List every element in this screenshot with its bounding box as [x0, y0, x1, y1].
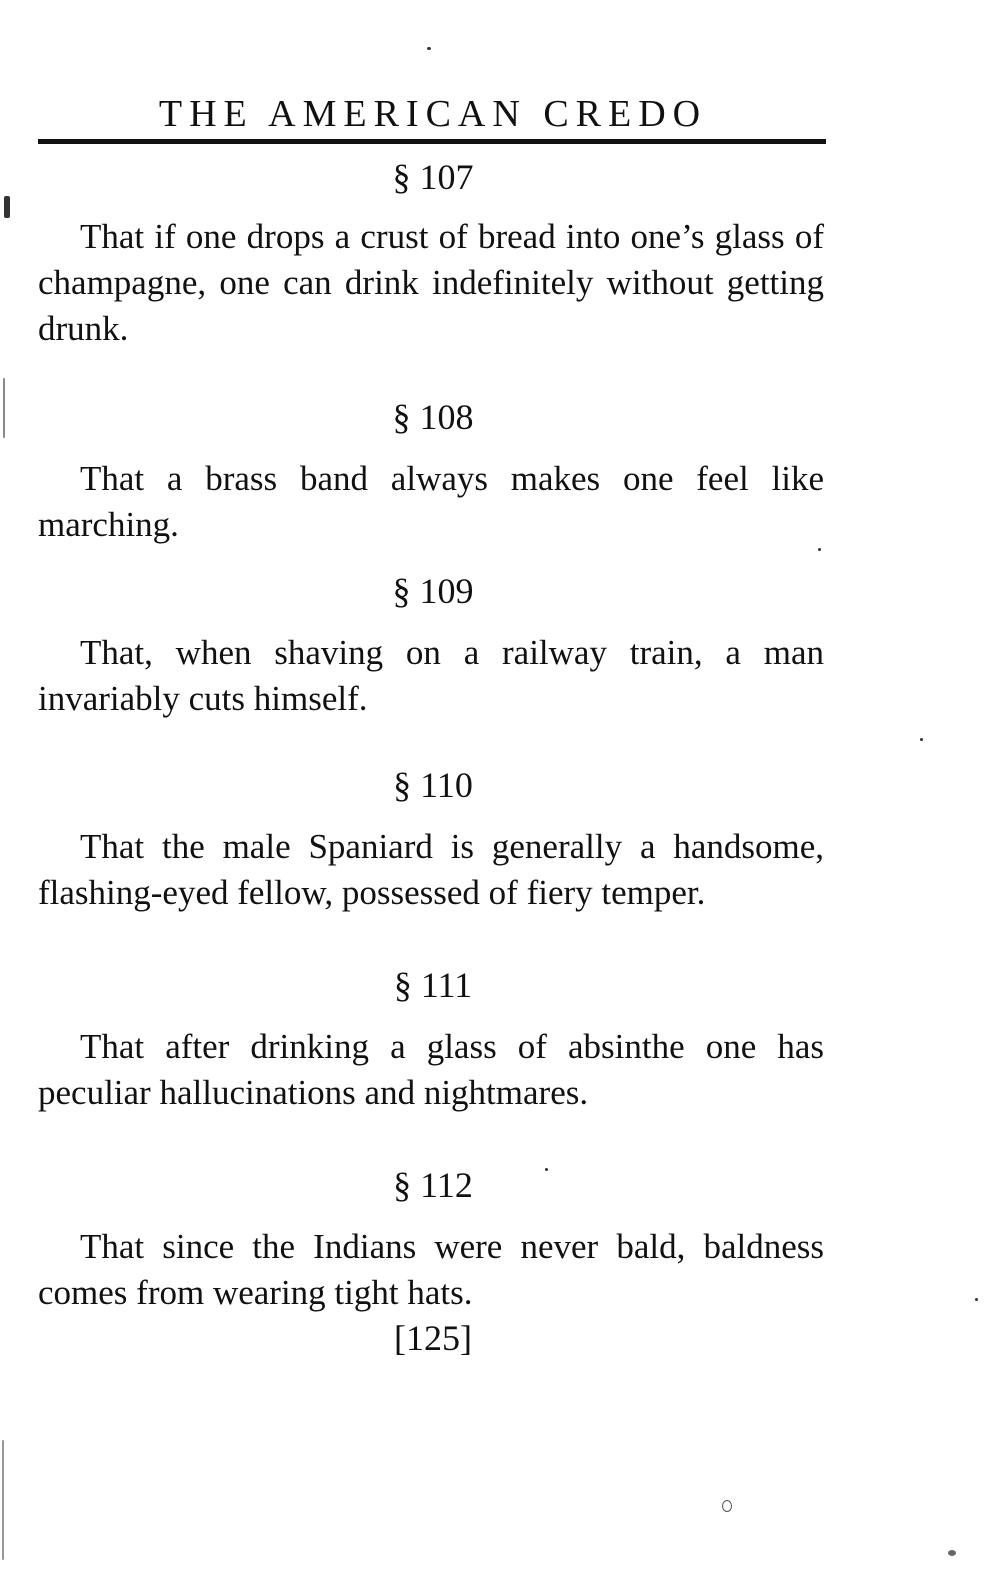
entry-text-110: That the male Spaniard is generally a handsome, flashing-eyed fellow, possessed of fiery temper.: [38, 827, 824, 912]
header-rule: [38, 139, 826, 144]
scan-speck: [3, 378, 5, 438]
page-number: [125]: [394, 1318, 472, 1358]
scan-speck: [975, 1298, 978, 1301]
section-number-107: § 107: [392, 157, 474, 197]
entry-text-112: That since the Indians were never bald, baldness comes from wearing tight hats.: [38, 1227, 824, 1312]
entry-text-111: That after drinking a glass of absinthe one has peculiar hallucinations and nightmares.: [38, 1027, 824, 1112]
section-number-111: § 111: [393, 965, 473, 1005]
running-head: THE AMERICAN CREDO: [158, 93, 708, 135]
section-number-109: § 109: [392, 571, 474, 611]
scan-speck: [920, 738, 923, 741]
entry-text-107: That if one drops a crust of bread into one’s glass of champagne, one can drink indefinitely without getting drunk.: [38, 217, 824, 348]
scan-speck: [4, 196, 10, 218]
entry-text-109: That, when shaving on a railway train, a man invariably cuts himself.: [38, 633, 824, 718]
section-number-110: § 110: [393, 765, 473, 805]
entry-text-108: That a brass band always makes one feel like marching.: [38, 459, 824, 544]
section-number-112: § 112: [393, 1165, 473, 1205]
scan-speck: [427, 47, 431, 50]
section-number-108: § 108: [392, 397, 474, 437]
scan-speck: [948, 1550, 956, 1556]
scan-speck: [545, 1168, 548, 1171]
scan-speck: [722, 1500, 732, 1512]
scan-speck: [2, 1440, 4, 1560]
scan-speck: [818, 548, 821, 551]
